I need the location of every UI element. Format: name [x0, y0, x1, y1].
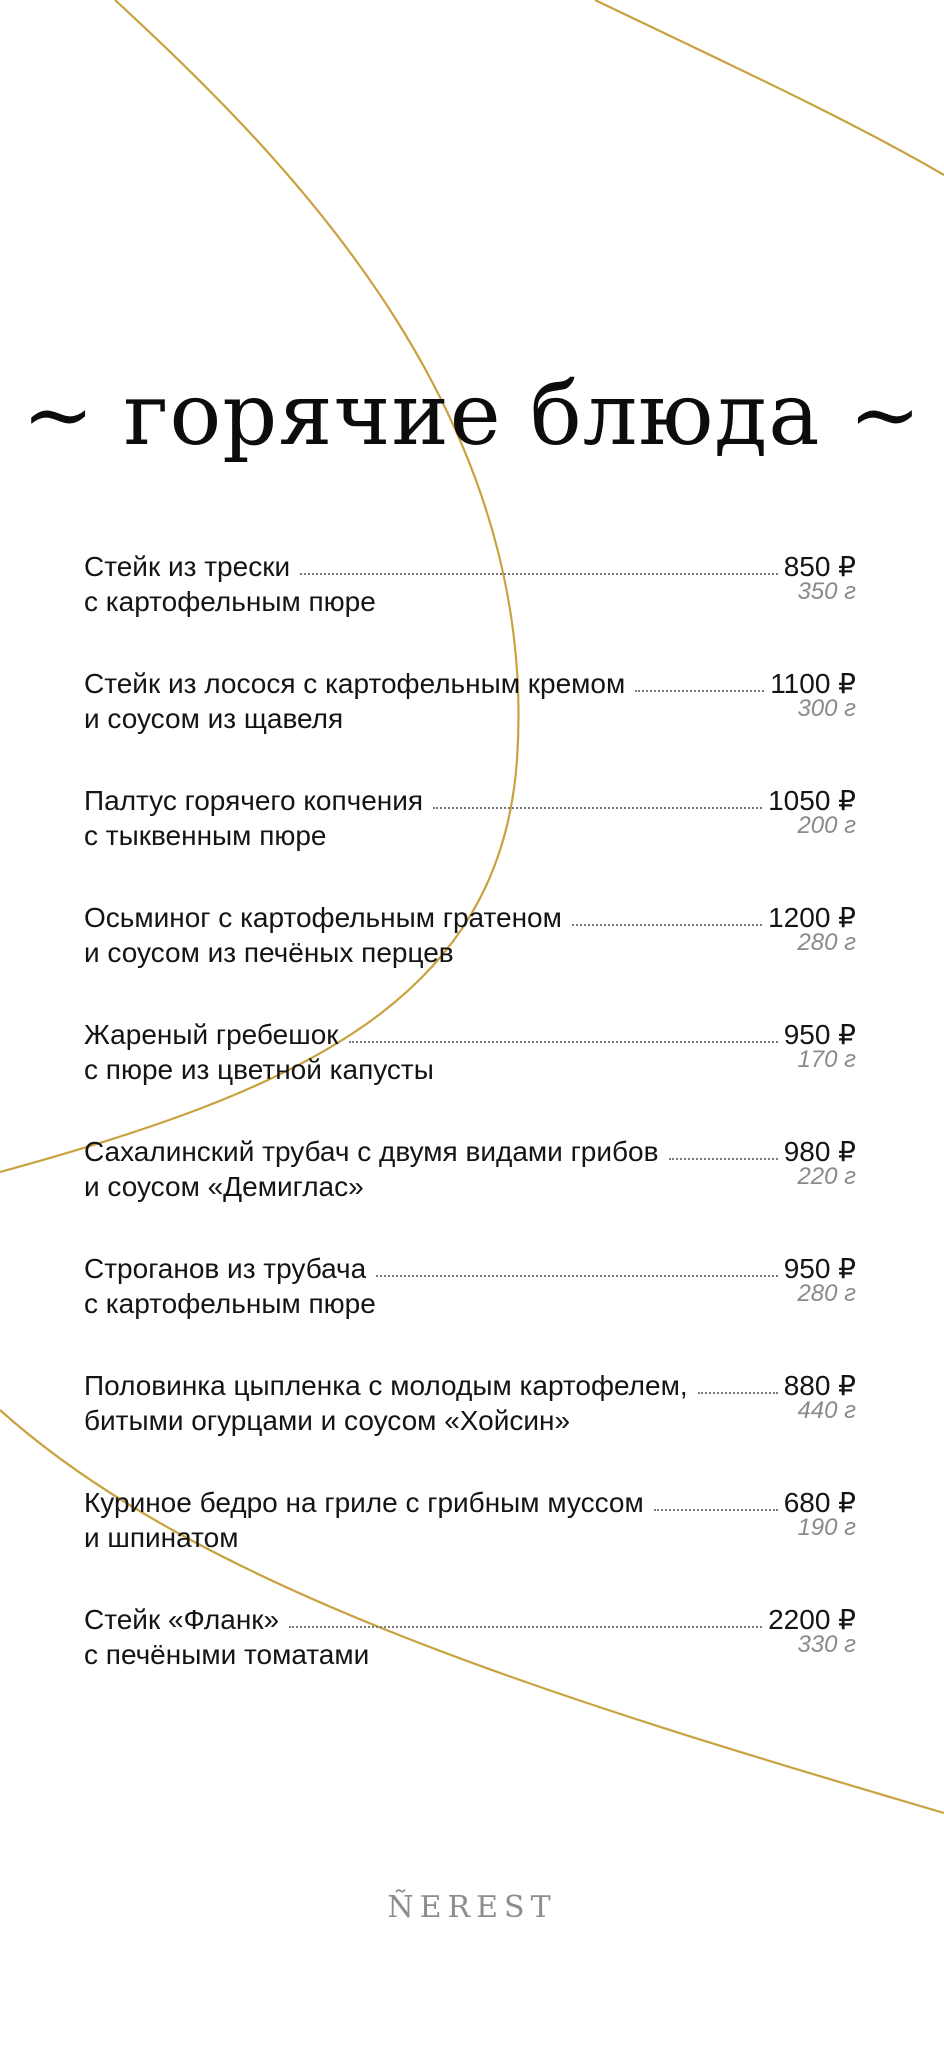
dot-leader [433, 807, 762, 809]
dish-price: 680 ₽ [783, 1487, 856, 1518]
dish-weight: 220 г [797, 1163, 856, 1190]
dot-leader [669, 1158, 778, 1160]
dish-name: Жареный гребешок [84, 1019, 339, 1050]
dish-description: с печёными томатами [84, 1639, 370, 1670]
menu-item [84, 1482, 856, 1599]
menu-list [84, 546, 856, 1716]
dish-price: 950 ₽ [783, 1019, 856, 1050]
dish-weight: 190 г [797, 1514, 856, 1541]
dish-name: Стейк из лосося с картофельным кремом [84, 668, 626, 699]
menu-item [84, 1365, 856, 1482]
dish-name: Осьминог с картофельным гратеном [84, 902, 562, 933]
dish-weight: 280 г [797, 929, 856, 956]
dot-leader [300, 573, 778, 575]
dish-price: 2200 ₽ [768, 1604, 856, 1635]
dish-name: Куриное бедро на гриле с грибным муссом [84, 1487, 644, 1518]
dish-description: с картофельным пюре [84, 1288, 376, 1319]
menu-item [84, 663, 856, 780]
dot-leader [698, 1392, 778, 1394]
dot-leader [635, 690, 764, 692]
page-title: ~ горячие блюда ~ [22, 365, 922, 465]
menu-item [84, 897, 856, 1014]
dish-description: и шпинатом [84, 1522, 239, 1553]
dish-price: 850 ₽ [783, 551, 856, 582]
dish-weight: 200 г [797, 812, 856, 839]
dot-leader [572, 924, 762, 926]
dish-name: Половинка цыпленка с молодым картофелем, [84, 1370, 688, 1401]
dish-weight: 300 г [797, 695, 856, 722]
dish-price: 980 ₽ [783, 1136, 856, 1167]
dish-description: с картофельным пюре [84, 586, 376, 617]
dish-description: и соусом из печёных перцев [84, 937, 454, 968]
menu-item [84, 780, 856, 897]
dot-leader [289, 1626, 762, 1628]
dish-weight: 280 г [797, 1280, 856, 1307]
dish-weight: 350 г [797, 578, 856, 605]
dish-price: 880 ₽ [783, 1370, 856, 1401]
dish-price: 1200 ₽ [768, 902, 856, 933]
dish-description: и соусом из щавеля [84, 703, 344, 734]
dish-description: и соусом «Демиглас» [84, 1171, 364, 1202]
dish-name: Стейк из трески [84, 551, 291, 582]
menu-item [84, 1131, 856, 1248]
dish-name: Стейк «Фланк» [84, 1604, 280, 1635]
dish-weight: 330 г [797, 1631, 856, 1658]
dot-leader [376, 1275, 777, 1277]
gold-curve-top-right [595, 0, 944, 175]
dish-price: 1100 ₽ [770, 668, 856, 699]
dot-leader [349, 1041, 778, 1043]
dish-price: 950 ₽ [783, 1253, 856, 1284]
dish-name: Строганов из трубача [84, 1253, 367, 1284]
dish-description: битыми огурцами и соусом «Хойсин» [84, 1405, 571, 1436]
dish-price: 1050 ₽ [768, 785, 856, 816]
menu-item [84, 1599, 856, 1716]
menu-item [84, 1248, 856, 1365]
dot-leader [654, 1509, 778, 1511]
dish-description: с пюре из цветной капусты [84, 1054, 434, 1085]
menu-item [84, 1014, 856, 1131]
dish-name: Палтус горячего копчения [84, 785, 424, 816]
menu-item [84, 546, 856, 663]
dish-weight: 440 г [797, 1397, 856, 1424]
dish-weight: 170 г [797, 1046, 856, 1073]
dish-name: Сахалинский трубач с двумя видами грибов [84, 1136, 659, 1167]
brand-logo: ÑEREST [387, 1890, 557, 1925]
dish-description: с тыквенным пюре [84, 820, 327, 851]
